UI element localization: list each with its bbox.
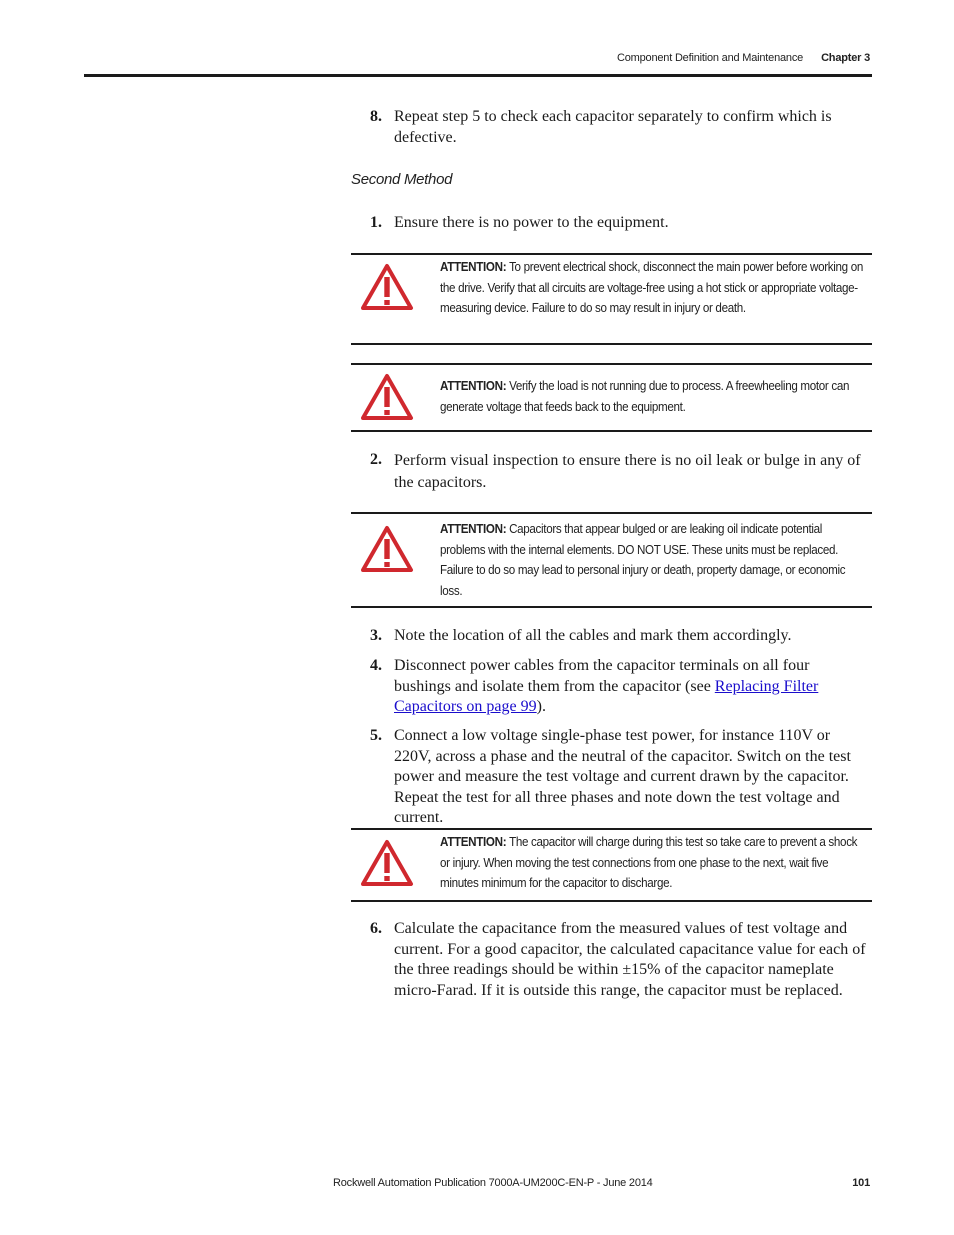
step-number: 6. (370, 920, 382, 937)
warning-triangle-icon (360, 373, 414, 421)
attention-message: Capacitors that appear bulged or are leaking oil indicate potential problems with the internal elements. DO NOT USE. These units must be replaced. Failure to do so may lead to personal injury or death, property damage, or economic loss. (440, 522, 846, 598)
step-8 (370, 107, 870, 148)
warning-triangle-icon (360, 525, 414, 573)
attention-box (351, 512, 872, 608)
step-number: 8. (370, 108, 382, 125)
attention-label: ATTENTION: (440, 379, 507, 393)
warning-triangle-icon (360, 839, 414, 887)
step-text: Note the location of all the cables and mark them accordingly. (394, 627, 792, 644)
step-text: Perform visual inspection to ensure there is no oil leak or bulge in any of the capacitors. (394, 452, 861, 491)
header-chapter: Chapter 3 (821, 52, 870, 64)
attention-text (440, 376, 864, 417)
attention-label: ATTENTION: (440, 260, 507, 274)
attention-label: ATTENTION: (440, 522, 507, 536)
step-number: 5. (370, 727, 382, 744)
attention-message: To prevent electrical shock, disconnect the main power before working on the drive. Verify that all circuits are voltage-free using a hot stick or appropriate voltage-measuring device. Failure to do so may result in injury or death. (440, 260, 864, 315)
header-section: Component Definition and Maintenance (617, 52, 804, 64)
step-number: 2. (370, 451, 382, 468)
attention-text (440, 257, 864, 319)
running-header (617, 52, 870, 64)
attention-text (440, 832, 864, 894)
footer-page-number: 101 (852, 1177, 870, 1189)
warning-triangle-icon (360, 263, 414, 311)
step-number: 4. (370, 657, 382, 674)
header-rule (84, 74, 872, 77)
step-text-after: ). (536, 698, 546, 715)
step-1 (370, 213, 870, 234)
attention-text (440, 519, 864, 601)
link-replacing-filter-capacitors[interactable]: Replacing Filter Capacitors on page 99 (394, 677, 819, 715)
step-text: Ensure there is no power to the equipment. (394, 214, 669, 231)
subheading-second-method: Second Method (351, 171, 453, 188)
attention-box (351, 363, 872, 432)
step-text: Connect a low voltage single-phase test power, for instance 110V or 220V, across a phase and the neutral of the capacitor. Switch on the test power and measure the test voltage and current drawn by the capacitor. Repeat the test for all three phases and note down the test voltage and current. (394, 727, 851, 826)
step-text: Repeat step 5 to check each capacitor separately to confirm which is defective. (394, 108, 832, 146)
attention-box (351, 253, 872, 345)
step-number: 1. (370, 214, 382, 231)
attention-label: ATTENTION: (440, 835, 507, 849)
step-3 (370, 626, 870, 647)
step-text (394, 656, 870, 718)
attention-message: The capacitor will charge during this test so take care to prevent a shock or injury. When moving the test connections from one phase to the next, wait five minutes minimum for the capacitor to discharge. (440, 835, 858, 890)
step-6 (370, 919, 870, 1001)
footer-publication: Rockwell Automation Publication 7000A-UM200C-EN-P - June 2014 (333, 1177, 653, 1189)
step-5 (370, 726, 870, 829)
step-4 (370, 656, 870, 718)
step-text: Calculate the capacitance from the measured values of test voltage and current. For a good capacitor, the calculated capacitance value for each of the three readings should be within ±15% of the capacitor nameplate micro-Farad. If it is outside this range, the capacitor must be replaced. (394, 920, 866, 999)
step-text-before: Disconnect power cables from the capacitor terminals on all four bushings and isolate them from the capacitor (see (394, 657, 810, 695)
attention-message: Verify the load is not running due to process. A freewheeling motor can generate voltage that feeds back to the equipment. (440, 379, 850, 414)
attention-box (351, 828, 872, 902)
step-2 (370, 450, 870, 494)
step-number: 3. (370, 627, 382, 644)
